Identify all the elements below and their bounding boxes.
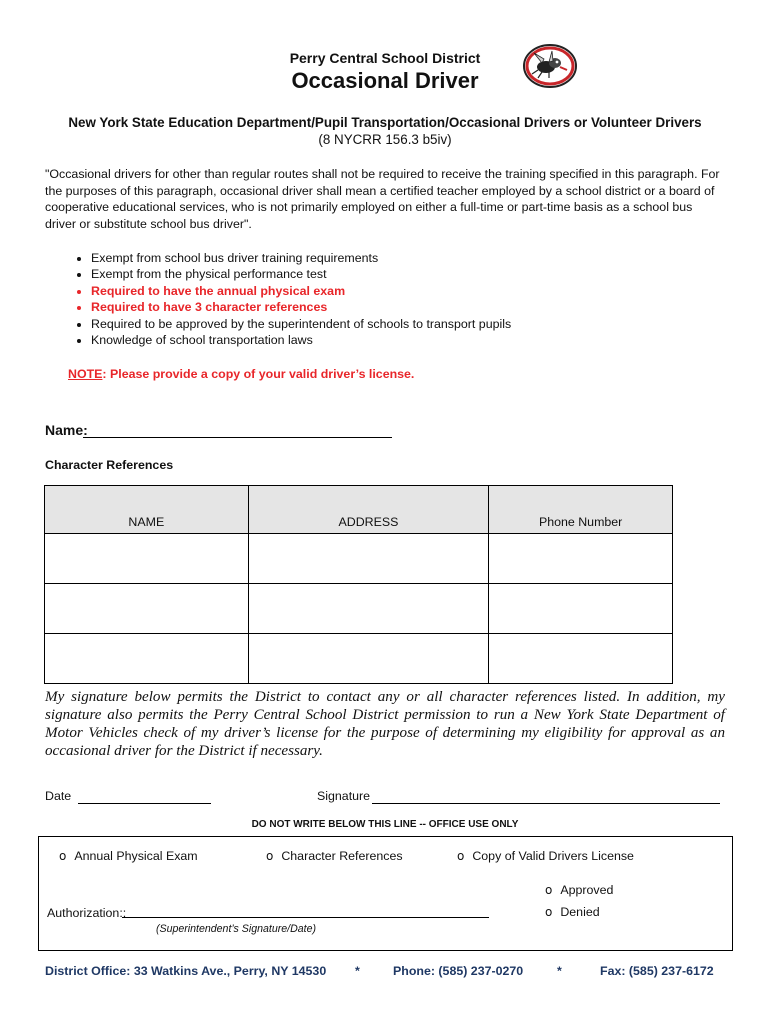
list-item: • Exempt from school bus driver training requirements <box>91 250 511 266</box>
hornet-mascot-logo-icon <box>522 43 578 89</box>
footer-phone: Phone: (585) 237-0270 <box>393 964 524 978</box>
option-approved[interactable] <box>545 883 613 897</box>
column-header-address: ADDRESS <box>248 486 489 534</box>
table-row <box>45 584 673 634</box>
option-label: Denied <box>560 905 600 919</box>
date-field[interactable] <box>78 803 211 804</box>
table-row <box>45 534 673 584</box>
option-circle-icon: o <box>457 849 465 863</box>
character-references-label: Character References <box>45 458 174 472</box>
note-text: : Please provide a copy of your valid driver’s license. <box>102 367 415 381</box>
option-character-references[interactable] <box>266 849 403 863</box>
footer-separator: * <box>557 964 562 978</box>
regulation-citation: (8 NYCRR 156.3 b5iv) <box>318 132 452 147</box>
option-circle-icon: o <box>545 883 553 897</box>
footer-fax: Fax: (585) 237-6172 <box>600 964 714 978</box>
authorization-field[interactable] <box>122 917 489 918</box>
footer-address: District Office: 33 Watkins Ave., Perry, NY 14530 <box>45 964 327 978</box>
reference-phone-cell[interactable] <box>489 584 673 634</box>
superintendent-caption: (Superintendent’s Signature/Date) <box>156 923 316 935</box>
option-label: Approved <box>560 883 614 897</box>
list-item: • Required to be approved by the superintendent of schools to transport pupils <box>91 316 511 332</box>
list-item: • Required to have 3 character references <box>91 299 511 315</box>
table-row <box>45 634 673 684</box>
reference-name-cell[interactable] <box>45 634 249 684</box>
character-references-table <box>44 485 673 684</box>
option-circle-icon: o <box>545 905 553 919</box>
permission-statement: My signature below permits the District to contact any or all character references listed. In addition, my signature also permits the Perry Central School District permission to run a New York State Department of Motor Vehicles check of my driver’s license for the purpose of determining my eligibility for approval as an occasional driver for the District if necessary. <box>45 689 725 759</box>
list-item: • Knowledge of school transportation laws <box>91 332 511 348</box>
requirements-list <box>45 250 511 348</box>
reference-address-cell[interactable] <box>248 584 489 634</box>
option-label: Copy of Valid Drivers License <box>472 849 634 863</box>
option-circle-icon: o <box>59 849 67 863</box>
list-item: • Exempt from the physical performance test <box>91 266 511 282</box>
list-item: • Required to have the annual physical exam <box>91 283 511 299</box>
office-use-divider: DO NOT WRITE BELOW THIS LINE -- OFFICE USE ONLY <box>251 819 519 830</box>
note-label: NOTE <box>68 367 103 381</box>
column-header-phone: Phone Number <box>489 486 673 534</box>
signature-field[interactable] <box>372 803 720 804</box>
reference-address-cell[interactable] <box>248 534 489 584</box>
regulation-heading: New York State Education Department/Pupil Transportation/Occasional Drivers or Volunteer Drivers <box>68 115 702 130</box>
signature-label: Signature <box>317 789 371 803</box>
option-label: Annual Physical Exam <box>74 849 198 863</box>
date-label: Date <box>45 789 72 803</box>
reference-name-cell[interactable] <box>45 534 249 584</box>
reference-phone-cell[interactable] <box>489 634 673 684</box>
option-annual-physical-exam[interactable] <box>59 849 198 863</box>
option-label: Character References <box>281 849 403 863</box>
regulation-quote: "Occasional drivers for other than regular routes shall not be required to receive the training specified in this paragraph. For the purposes of this paragraph, occasional driver shall mean a certified teacher employed by a school district or a board of cooperative educational services, who is not primarily employed on either a full-time or part-time basis as a school bus driver or substitute school bus driver". <box>45 167 720 231</box>
option-denied[interactable] <box>545 905 600 919</box>
license-note <box>68 367 414 381</box>
authorization-label: Authorization:: <box>47 906 127 920</box>
reference-address-cell[interactable] <box>248 634 489 684</box>
reference-name-cell[interactable] <box>45 584 249 634</box>
footer-separator: * <box>355 964 360 978</box>
table-header-row <box>45 486 673 534</box>
option-copy-of-license[interactable] <box>457 849 634 863</box>
name-label: Name: <box>45 422 88 438</box>
name-field[interactable] <box>83 437 392 438</box>
column-header-name: NAME <box>45 486 249 534</box>
district-name: Perry Central School District <box>289 50 481 66</box>
page-title: Occasional Driver <box>291 68 479 93</box>
option-circle-icon: o <box>266 849 274 863</box>
reference-phone-cell[interactable] <box>489 534 673 584</box>
